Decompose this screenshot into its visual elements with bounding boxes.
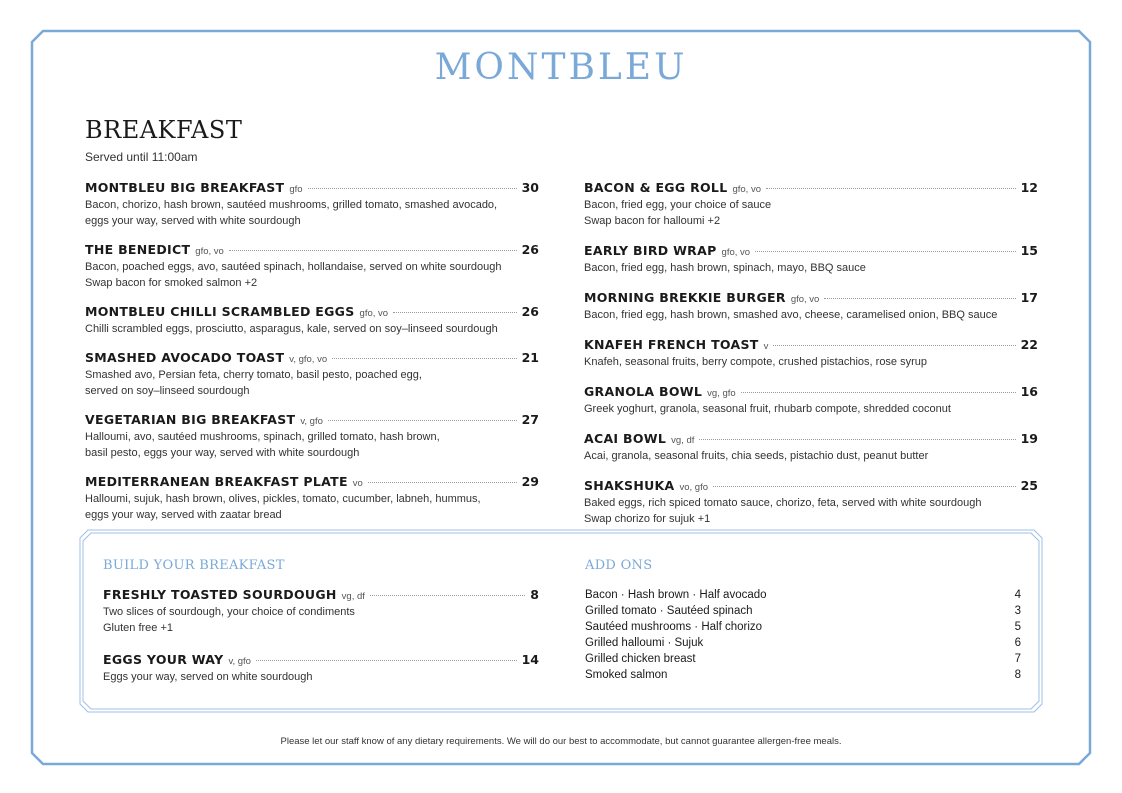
addon-row	[585, 635, 1021, 651]
menu-item-price: 15	[1020, 243, 1038, 258]
dietary-tags: gfo, vo	[721, 247, 751, 258]
menu-item-description: Halloumi, avo, sautéed mushrooms, spinach, grilled tomato, hash brown,	[85, 431, 440, 443]
menu-item-price: 16	[1020, 384, 1038, 399]
menu-item-name: SMASHED AVOCADO TOAST	[85, 350, 285, 365]
menu-item-price: 26	[521, 304, 539, 319]
menu-item-header	[85, 350, 539, 367]
build-section-title: BUILD YOUR BREAKFAST	[103, 558, 285, 573]
menu-item-header	[103, 587, 539, 604]
addon-price: 7	[1014, 653, 1021, 665]
menu-item-name: BACON & EGG ROLL	[584, 180, 728, 195]
menu-item-description: eggs your way, served with white sourdough	[85, 215, 301, 227]
dietary-tags: vo	[352, 478, 363, 489]
dot-leader	[308, 188, 517, 189]
menu-item-description: Smashed avo, Persian feta, cherry tomato, basil pesto, poached egg,	[85, 369, 422, 381]
dot-leader	[741, 392, 1016, 393]
menu-item-price: 22	[1020, 337, 1038, 352]
dietary-tags: v	[763, 341, 769, 352]
menu-item-price: 30	[521, 180, 539, 195]
menu-item-header	[584, 290, 1038, 307]
menu-item	[85, 350, 539, 399]
menu-item-header	[584, 337, 1038, 354]
dietary-tags: vg, df	[671, 435, 695, 446]
addon-price: 5	[1014, 621, 1021, 633]
menu-item	[85, 180, 539, 229]
addon-price: 3	[1014, 605, 1021, 617]
build-items	[103, 587, 539, 701]
menu-item-header	[85, 412, 539, 429]
menu-item-description: Acai, granola, seasonal fruits, chia seeds, pistachio dust, peanut butter	[584, 450, 929, 462]
menu-item-header	[85, 474, 539, 491]
menu-item-price: 27	[521, 412, 539, 427]
menu-item	[85, 304, 539, 337]
addon-label: Sautéed mushrooms · Half chorizo	[585, 621, 763, 633]
menu-item-description: Bacon, fried egg, your choice of sauce	[584, 199, 772, 211]
menu-item-price: 21	[521, 350, 539, 365]
brand-logo: MONTBLEU	[434, 47, 688, 88]
menu-item-description: Gluten free +1	[103, 622, 174, 634]
menu-item-price: 29	[521, 474, 539, 489]
addon-price: 4	[1014, 589, 1021, 601]
menu-item	[584, 180, 1038, 229]
dot-leader	[332, 358, 516, 359]
menu-item-header	[584, 180, 1038, 197]
section-title: BREAKFAST	[85, 116, 243, 144]
dietary-tags: v, gfo, vo	[289, 354, 328, 365]
addon-price: 6	[1014, 637, 1021, 649]
menu-item-description: Chilli scrambled eggs, prosciutto, asparagus, kale, served on soy–linseed sourdough	[85, 323, 498, 335]
dietary-notice: Please let our staff know of any dietary requirements. We will do our best to accommodate, but cannot guarantee allergen-free meals.	[280, 736, 842, 747]
addons-list	[585, 587, 1021, 683]
addon-row	[585, 667, 1021, 683]
menu-item-header	[85, 180, 539, 197]
menu-item-name: MONTBLEU CHILLI SCRAMBLED EGGS	[85, 304, 355, 319]
menu-item-header	[103, 652, 539, 669]
menu-item	[584, 478, 1038, 527]
menu-item	[584, 290, 1038, 323]
dot-leader	[755, 251, 1016, 252]
menu-item-price: 14	[521, 652, 539, 667]
addon-label: Bacon · Hash brown · Half avocado	[585, 589, 767, 601]
dietary-tags: gfo, vo	[359, 308, 389, 319]
menu-item-header	[85, 304, 539, 321]
dietary-tags: v, gfo	[300, 416, 323, 427]
menu-item-name: MORNING BREKKIE BURGER	[584, 290, 786, 305]
menu-item-description: Knafeh, seasonal fruits, berry compote, crushed pistachios, rose syrup	[584, 356, 928, 368]
dietary-tags: gfo, vo	[195, 246, 224, 257]
menu-item-name: MEDITERRANEAN BREAKFAST PLATE	[85, 474, 348, 489]
dot-leader	[328, 420, 517, 421]
menu-item-description: Swap bacon for halloumi +2	[584, 215, 721, 227]
dietary-tags: gfo, vo	[790, 294, 820, 305]
menu-item-name: FRESHLY TOASTED SOURDOUGH	[103, 587, 337, 602]
menu-item-name: GRANOLA BOWL	[584, 384, 703, 399]
menu-item	[103, 652, 539, 685]
menu-item	[85, 474, 539, 523]
dot-leader	[229, 250, 517, 251]
menu-item-price: 12	[1020, 180, 1038, 195]
addon-row	[585, 603, 1021, 619]
menu-item-name: KNAFEH FRENCH TOAST	[584, 337, 759, 352]
dot-leader	[370, 595, 525, 596]
dietary-tags: gfo	[289, 184, 303, 195]
menu-item-price: 19	[1020, 431, 1038, 446]
menu-item	[584, 337, 1038, 370]
menu-item-description: served on soy–linseed sourdough	[85, 385, 250, 397]
dot-leader	[256, 660, 517, 661]
dietary-tags: v, gfo	[228, 656, 251, 667]
menu-item-price: 8	[530, 587, 539, 602]
menu-item-header	[584, 431, 1038, 448]
menu-item-name: MONTBLEU BIG BREAKFAST	[85, 180, 285, 195]
menu-item-description: Bacon, poached eggs, avo, sautéed spinach, hollandaise, served on white sourdough	[85, 261, 502, 273]
menu-item	[584, 243, 1038, 276]
dot-leader	[393, 312, 517, 313]
menu-item-description: Halloumi, sujuk, hash brown, olives, pickles, tomato, cucumber, labneh, hummus,	[85, 493, 481, 505]
served-until: Served until 11:00am	[85, 150, 198, 164]
menu-item-description: Eggs your way, served on white sourdough	[103, 671, 313, 683]
menu-item-header	[584, 384, 1038, 401]
menu-item-description: Swap chorizo for sujuk +1	[584, 513, 711, 525]
menu-item-description: Bacon, fried egg, hash brown, smashed avo, cheese, caramelised onion, BBQ sauce	[584, 309, 998, 321]
menu-item-description: Bacon, fried egg, hash brown, spinach, mayo, BBQ sauce	[584, 262, 866, 274]
dot-leader	[773, 345, 1015, 346]
dot-leader	[699, 439, 1015, 440]
dot-leader	[368, 482, 517, 483]
menu-item	[584, 431, 1038, 464]
menu-item	[85, 242, 539, 291]
addon-price: 8	[1014, 669, 1021, 681]
dietary-tags: vg, gfo	[707, 388, 736, 399]
addon-label: Grilled chicken breast	[585, 653, 696, 665]
menu-item-header	[584, 478, 1038, 495]
addon-label: Smoked salmon	[585, 669, 668, 681]
menu-item-price: 26	[521, 242, 539, 257]
dot-leader	[713, 486, 1016, 487]
menu-item-name: SHAKSHUKA	[584, 478, 675, 493]
addon-row	[585, 651, 1021, 667]
menu-item-header	[85, 242, 539, 259]
menu-item-name: EARLY BIRD WRAP	[584, 243, 717, 258]
menu-item-description: eggs your way, served with zaatar bread	[85, 509, 282, 521]
menu-item-name: ACAI BOWL	[584, 431, 667, 446]
addon-row	[585, 587, 1021, 603]
menu-item-name: EGGS YOUR WAY	[103, 652, 224, 667]
dot-leader	[766, 188, 1016, 189]
addon-label: Grilled halloumi · Sujuk	[585, 637, 704, 649]
dietary-tags: vg, df	[341, 591, 365, 602]
addons-section-title: ADD ONS	[585, 558, 653, 573]
menu-item	[103, 587, 539, 636]
addon-label: Grilled tomato · Sautéed spinach	[585, 605, 753, 617]
menu-item-name: THE BENEDICT	[85, 242, 191, 257]
menu-item-description: Baked eggs, rich spiced tomato sauce, chorizo, feta, served with white sourdough	[584, 497, 982, 509]
dot-leader	[824, 298, 1015, 299]
menu-item-price: 17	[1020, 290, 1038, 305]
menu-item	[85, 412, 539, 461]
menu-item-name: VEGETARIAN BIG BREAKFAST	[85, 412, 296, 427]
menu-column-left	[85, 180, 539, 536]
menu-item	[584, 384, 1038, 417]
dietary-tags: vo, gfo	[679, 482, 709, 493]
menu-item-description: basil pesto, eggs your way, served with white sourdough	[85, 447, 360, 459]
menu-item-price: 25	[1020, 478, 1038, 493]
menu-item-description: Greek yoghurt, granola, seasonal fruit, rhubarb compote, shredded coconut	[584, 403, 951, 415]
menu-item-description: Bacon, chorizo, hash brown, sautéed mushrooms, grilled tomato, smashed avocado,	[85, 199, 498, 211]
menu-item-description: Swap bacon for smoked salmon +2	[85, 277, 258, 289]
addon-row	[585, 619, 1021, 635]
menu-item-header	[584, 243, 1038, 260]
menu-item-description: Two slices of sourdough, your choice of condiments	[103, 606, 355, 618]
dietary-tags: gfo, vo	[732, 184, 761, 195]
menu-column-right	[584, 180, 1038, 541]
